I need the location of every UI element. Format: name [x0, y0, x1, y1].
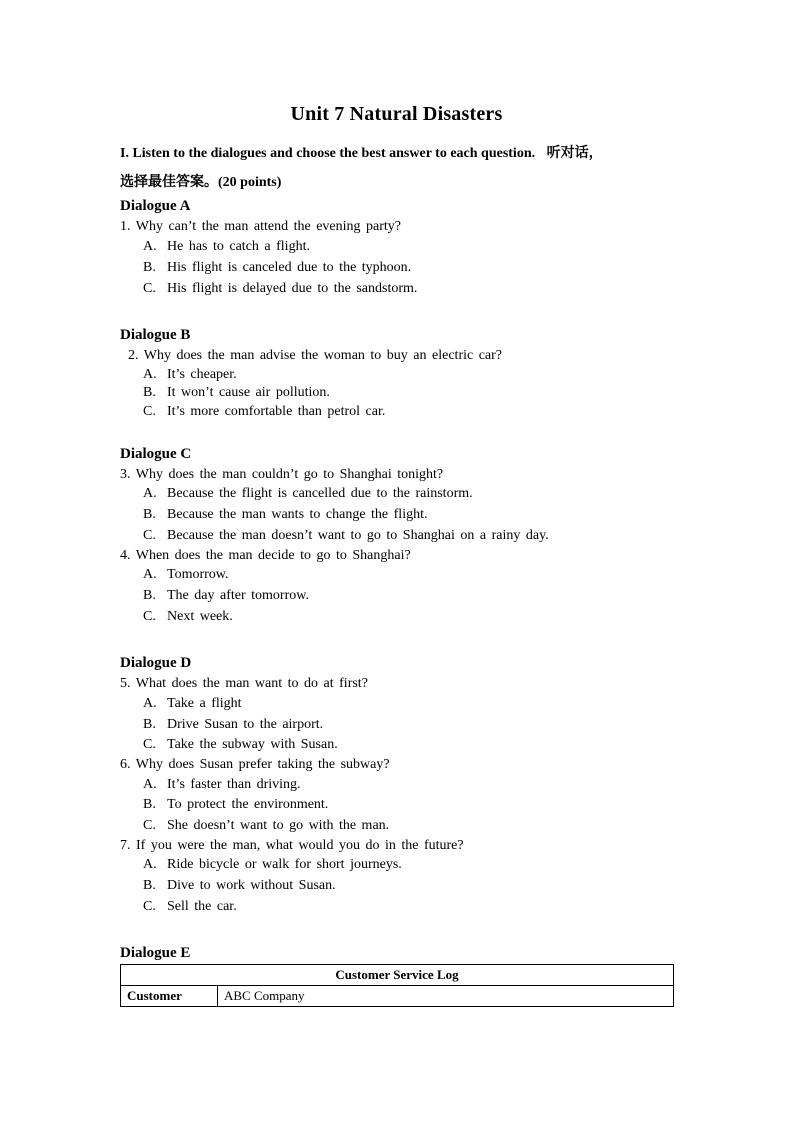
instruction-text-cn: 听对话， — [546, 145, 603, 161]
page-title: Unit 7 Natural Disasters — [290, 103, 503, 125]
table-header-row — [121, 965, 674, 986]
customer-service-log-table — [120, 964, 674, 1007]
option-text: Take a flight — [167, 696, 242, 711]
question-2-option-c[interactable] — [143, 404, 385, 420]
question-6-option-a[interactable] — [143, 777, 301, 793]
option-letter: B. — [143, 507, 156, 522]
option-text: Take the subway with Susan. — [167, 737, 338, 752]
instruction-text-en: I. Listen to the dialogues and choose the best answer to each question. — [120, 146, 536, 161]
option-text: Tomorrow. — [167, 567, 229, 582]
option-text: Ride bicycle or walk for short journeys. — [167, 857, 402, 872]
instruction-line-1 — [120, 145, 700, 162]
question-2-option-b[interactable] — [143, 385, 330, 401]
question-5-option-b[interactable] — [143, 717, 323, 733]
option-letter: C. — [143, 528, 156, 543]
option-text: Dive to work without Susan. — [167, 878, 336, 893]
question-6-option-b[interactable] — [143, 797, 328, 813]
option-text: His flight is delayed due to the sandstorm. — [167, 281, 418, 296]
customer-label: Customer — [121, 986, 218, 1007]
option-text: It’s cheaper. — [167, 367, 237, 382]
option-text: Because the flight is cancelled due to the rainstorm. — [167, 486, 473, 501]
option-letter: A. — [143, 367, 157, 382]
question-3-option-b[interactable] — [143, 507, 427, 523]
question-4-option-a[interactable] — [143, 567, 229, 583]
option-text: It’s more comfortable than petrol car. — [167, 404, 386, 419]
question-5-option-a[interactable] — [143, 696, 242, 712]
option-letter: C. — [143, 609, 156, 624]
option-text: He has to catch a flight. — [167, 239, 310, 254]
option-letter: C. — [143, 818, 156, 833]
question-2-option-a[interactable] — [143, 367, 237, 383]
question-4-option-b[interactable] — [143, 588, 309, 604]
question-5-option-c[interactable] — [143, 737, 338, 753]
option-letter: A. — [143, 777, 157, 792]
question-3-option-a[interactable] — [143, 486, 473, 502]
option-letter: C. — [143, 404, 156, 419]
option-letter: A. — [143, 239, 157, 254]
option-letter: B. — [143, 588, 156, 603]
question-4: 4. When does the man decide to go to Shanghai? — [120, 548, 411, 563]
option-text: Drive Susan to the airport. — [167, 717, 324, 732]
option-text: Because the man wants to change the flight. — [167, 507, 428, 522]
question-3-option-c[interactable] — [143, 528, 549, 544]
question-7-option-c[interactable] — [143, 899, 237, 915]
question-1: 1. Why can’t the man attend the evening party? — [120, 219, 402, 234]
option-letter: B. — [143, 797, 156, 812]
question-1-option-a[interactable] — [143, 239, 310, 255]
question-3: 3. Why does the man couldn’t go to Shanghai tonight? — [120, 467, 444, 482]
option-letter: C. — [143, 737, 156, 752]
option-text: It’s faster than driving. — [167, 777, 301, 792]
table-row — [121, 986, 674, 1007]
option-letter: A. — [143, 696, 157, 711]
option-text: Next week. — [167, 609, 233, 624]
instruction-line-2 — [120, 174, 700, 191]
option-letter: B. — [143, 385, 156, 400]
option-letter: C. — [143, 281, 156, 296]
customer-value: ABC Company — [218, 986, 674, 1007]
option-text: His flight is canceled due to the typhoon. — [167, 260, 412, 275]
question-6: 6. Why does Susan prefer taking the subway? — [120, 757, 390, 772]
question-1-option-c[interactable] — [143, 281, 417, 297]
option-letter: A. — [143, 486, 157, 501]
option-text: Sell the car. — [167, 899, 237, 914]
table-title: Customer Service Log — [121, 965, 674, 986]
dialogue-a-heading: Dialogue A — [120, 198, 191, 214]
option-text: Because the man doesn’t want to go to Shanghai on a rainy day. — [167, 528, 549, 543]
option-letter: C. — [143, 899, 156, 914]
option-letter: B. — [143, 878, 156, 893]
dialogue-e-heading: Dialogue E — [120, 945, 191, 961]
option-letter: A. — [143, 567, 157, 582]
dialogue-b-heading: Dialogue B — [120, 327, 191, 343]
question-6-option-c[interactable] — [143, 818, 389, 834]
option-letter: B. — [143, 260, 156, 275]
question-7-option-a[interactable] — [143, 857, 402, 873]
instruction-points: (20 points) — [218, 175, 282, 190]
dialogue-c-heading: Dialogue C — [120, 446, 192, 462]
option-letter: B. — [143, 717, 156, 732]
instruction-text-cn-2: 选择最佳答案。 — [120, 174, 218, 190]
question-4-option-c[interactable] — [143, 609, 233, 625]
question-7: 7. If you were the man, what would you do in the future? — [120, 838, 464, 853]
question-7-option-b[interactable] — [143, 878, 336, 894]
question-5: 5. What does the man want to do at first? — [120, 676, 368, 691]
question-2: 2. Why does the man advise the woman to buy an electric car? — [128, 348, 503, 363]
option-text: She doesn’t want to go with the man. — [167, 818, 390, 833]
option-text: To protect the environment. — [167, 797, 329, 812]
option-letter: A. — [143, 857, 157, 872]
option-text: It won’t cause air pollution. — [167, 385, 330, 400]
dialogue-d-heading: Dialogue D — [120, 655, 192, 671]
question-1-option-b[interactable] — [143, 260, 411, 276]
option-text: The day after tomorrow. — [167, 588, 309, 603]
